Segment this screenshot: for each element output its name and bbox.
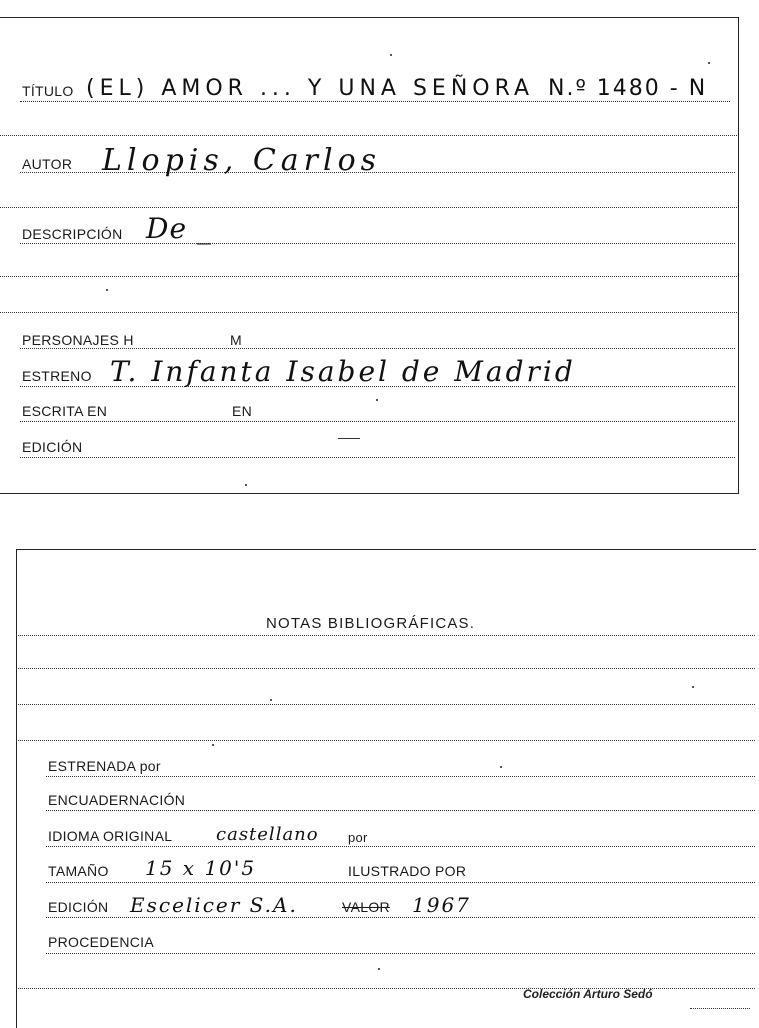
rule (18, 668, 755, 669)
personajes-m-label: M (230, 332, 242, 348)
smudge (338, 438, 360, 439)
procedencia-label: PROCEDENCIA (48, 934, 154, 950)
speck (708, 62, 710, 64)
rule (46, 810, 755, 811)
speck (378, 968, 380, 970)
rule (0, 276, 737, 277)
rule (20, 243, 735, 244)
descripcion-value: De _ (146, 212, 212, 245)
collection-footer: Colección Arturo Sedó (523, 987, 653, 1001)
edicion-label-top: EDICIÓN (22, 439, 83, 455)
tamano-value: 15 x 10'5 (145, 856, 257, 880)
ilustrado-label: ILUSTRADO POR (348, 863, 467, 879)
rule (20, 421, 735, 422)
numero-value: N.º 1480 - N (548, 76, 708, 101)
estreno-value: T. Infanta Isabel de Madrid (110, 355, 576, 388)
speck (270, 699, 272, 701)
personajes-label: PERSONAJES H (22, 332, 134, 348)
autor-label: AUTOR (22, 156, 73, 172)
encuadernacion-label: ENCUADERNACIÓN (48, 792, 186, 808)
speck (212, 744, 214, 746)
titulo-value: (EL) AMOR ... Y UNA SEÑORA (86, 76, 535, 101)
rule (20, 457, 735, 458)
rule (18, 635, 755, 636)
estrenada-label: ESTRENADA por (48, 758, 161, 774)
valor-label: VALOR (342, 899, 390, 915)
rule (20, 101, 730, 102)
rule (20, 348, 735, 349)
rule (46, 953, 755, 954)
idioma-label: IDIOMA ORIGINAL (48, 828, 173, 844)
autor-value: Llopis, Carlos (102, 143, 382, 178)
speck (692, 686, 694, 688)
escrita-en-label: EN (232, 403, 253, 419)
estreno-label: ESTRENO (22, 368, 92, 384)
rule (18, 704, 755, 705)
rule (46, 917, 755, 918)
speck (245, 484, 247, 486)
rule (0, 207, 737, 208)
rule (0, 135, 737, 136)
edicion-label-bottom: EDICIÓN (48, 899, 109, 915)
edicion-value: Escelicer S.A. (130, 893, 298, 917)
idioma-por-label: por (348, 830, 368, 845)
tamano-label: TAMAÑO (48, 863, 109, 879)
rule (0, 312, 737, 313)
rule (18, 740, 755, 741)
titulo-label: TÍTULO (22, 83, 74, 99)
valor-value: 1967 (412, 893, 471, 917)
rule (690, 1008, 750, 1009)
descripcion-label: DESCRIPCIÓN (22, 226, 123, 242)
speck (500, 766, 502, 768)
rule (46, 776, 755, 777)
speck (106, 289, 108, 291)
rule (46, 882, 755, 883)
rule (46, 846, 755, 847)
notas-heading: NOTAS BIBLIOGRÁFICAS. (266, 615, 476, 632)
escrita-label: ESCRITA EN (22, 403, 108, 419)
speck (390, 54, 392, 56)
idioma-value: castellano (216, 824, 319, 845)
speck (376, 399, 378, 401)
